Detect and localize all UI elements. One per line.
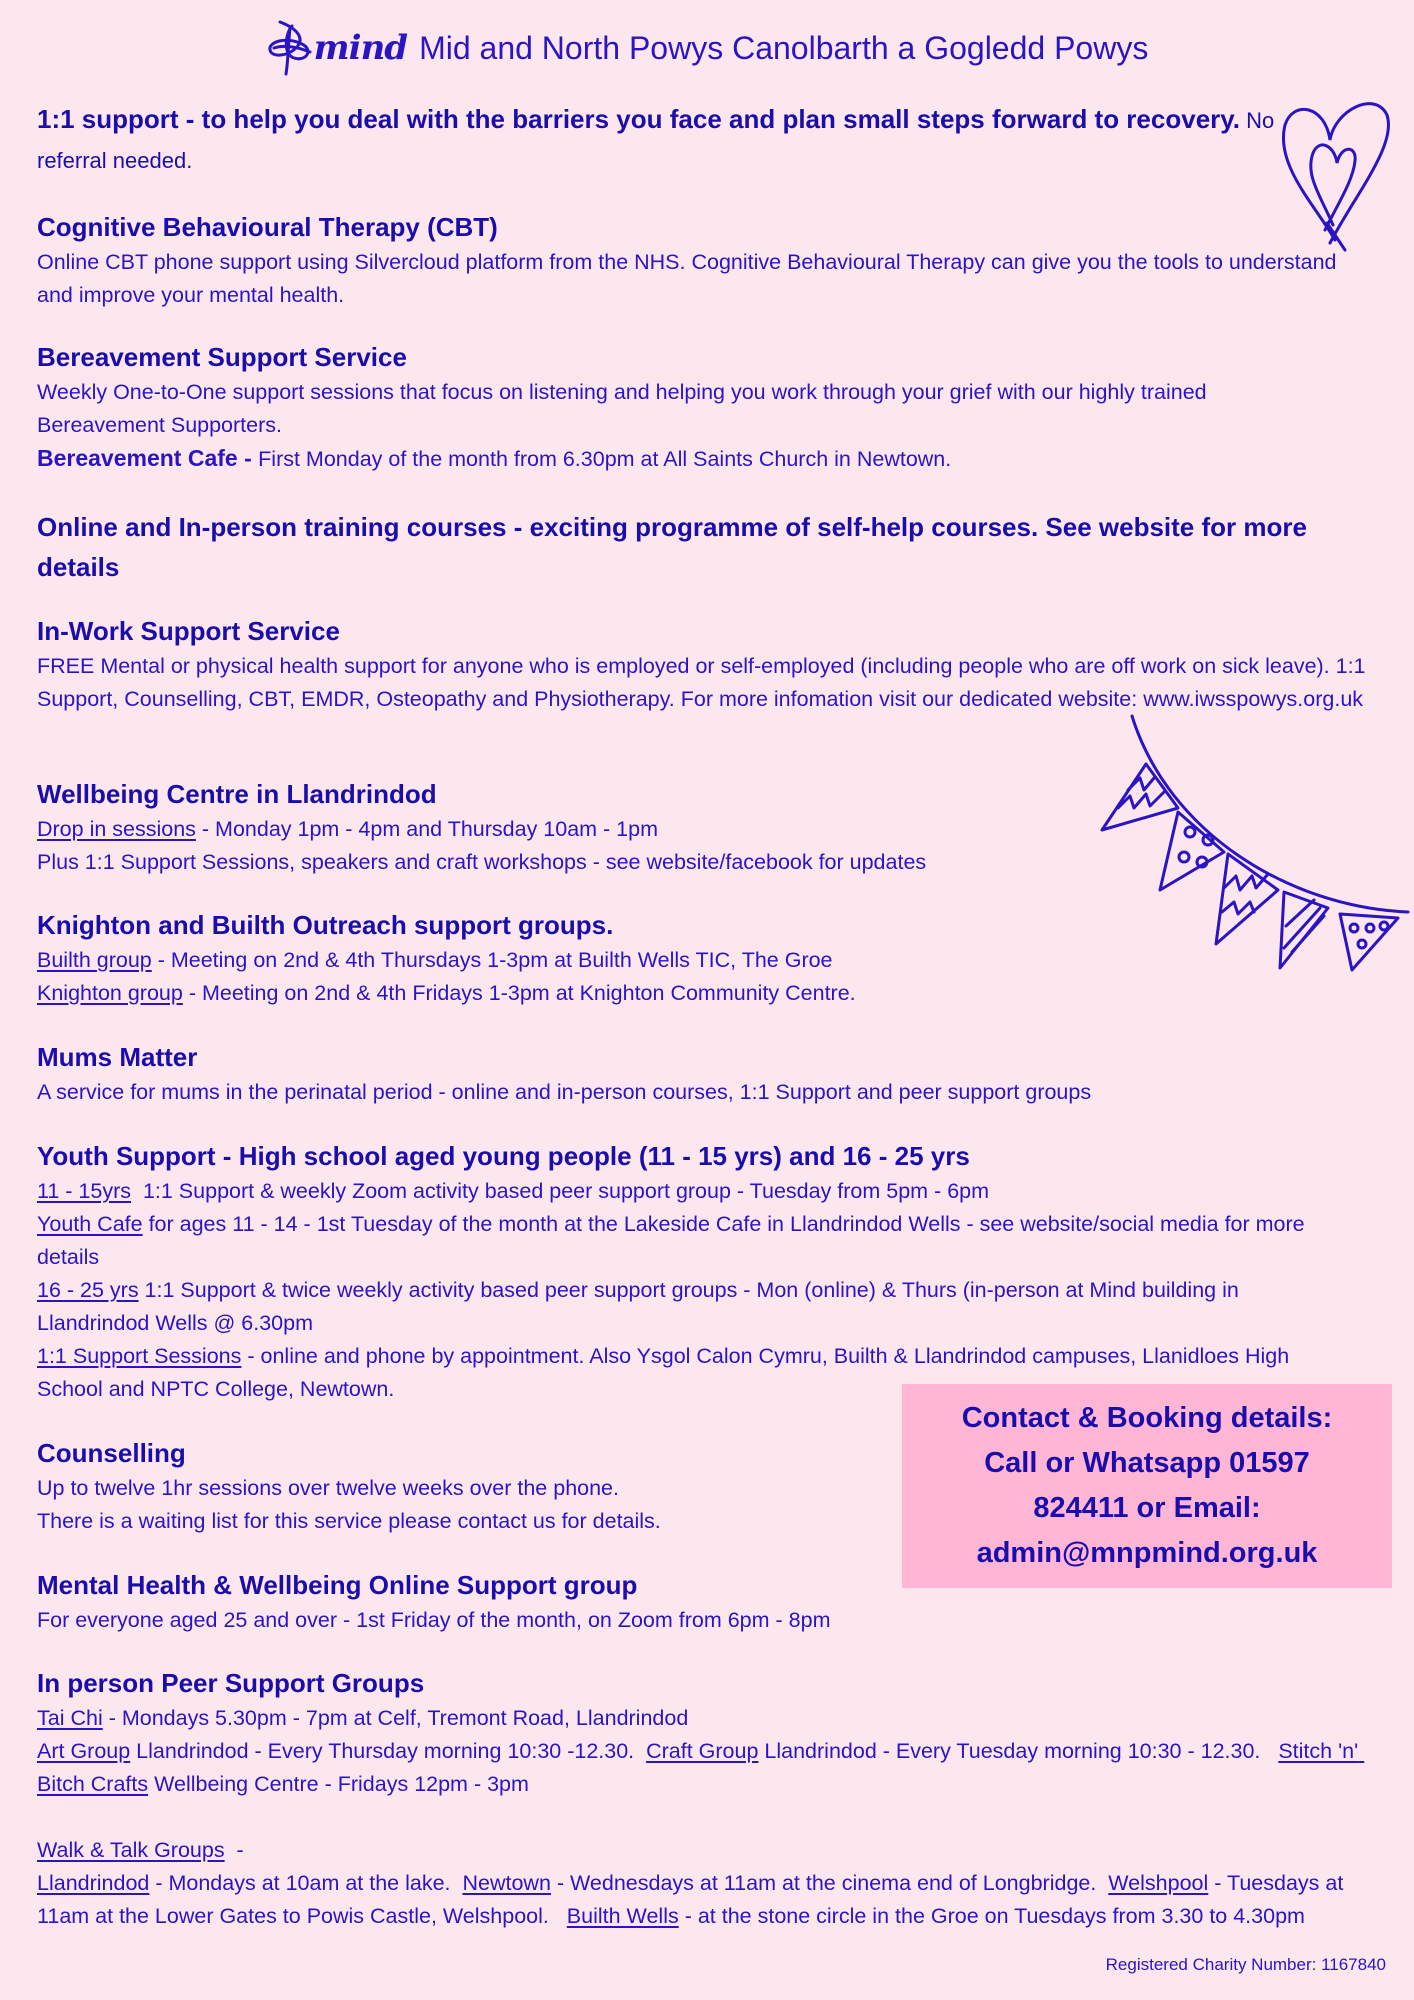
dropin-text: - Monday 1pm - 4pm and Thursday 10am - 1pm bbox=[195, 817, 658, 841]
walk-newtown-link[interactable]: Newtown bbox=[462, 1871, 551, 1895]
online-group-text: For everyone aged 25 and over - 1st Friday of the month, on Zoom from 6pm - 8pm bbox=[37, 1608, 831, 1632]
craft-group-link[interactable]: Craft Group bbox=[646, 1739, 759, 1763]
dropin-link[interactable]: Drop in sessions bbox=[37, 817, 196, 841]
knighton-group-link[interactable]: Knighton group bbox=[37, 981, 183, 1005]
youth-11-15-link[interactable]: 11 - 15yrs bbox=[37, 1179, 131, 1203]
training-heading: Online and In-person training courses - exciting programme of self-help courses. See website for more details bbox=[37, 512, 1307, 582]
walk-builth-text: - at the stone circle in the Groe on Tuesdays from 3.30 to 4.30pm bbox=[678, 1904, 1305, 1928]
contact-box bbox=[902, 1384, 1392, 1588]
art-group-text: Llandrindod - Every Thursday morning 10:30 -12.30. bbox=[130, 1739, 647, 1763]
online-group-heading: Mental Health & Wellbeing Online Support group bbox=[37, 1570, 638, 1600]
walk-section bbox=[37, 1834, 1382, 1933]
cbt-text: Online CBT phone support using Silvercloud platform from the NHS. Cognitive Behavioural Therapy can give you the tools to understand and improve your mental health. bbox=[37, 250, 1337, 307]
bereavement-text: Weekly One-to-One support sessions that focus on listening and helping you work through your grief with our highly trained Bereavement Supporters. bbox=[37, 380, 1207, 437]
peer-heading: In person Peer Support Groups bbox=[37, 1668, 425, 1698]
stitch-crafts-link[interactable]: Stitch 'n' Bitch Crafts bbox=[37, 1739, 1365, 1796]
mums-section bbox=[37, 1038, 1377, 1109]
mums-heading: Mums Matter bbox=[37, 1042, 198, 1072]
contact-line-1: Contact & Booking details: bbox=[961, 1402, 1333, 1434]
cbt-heading: Cognitive Behavioural Therapy (CBT) bbox=[37, 212, 498, 242]
outreach-heading: Knighton and Builth Outreach support groups. bbox=[37, 910, 614, 940]
bereavement-heading: Bereavement Support Service bbox=[37, 342, 407, 372]
youth-section bbox=[37, 1137, 1337, 1406]
walk-talk-link[interactable]: Walk & Talk Groups bbox=[37, 1838, 225, 1862]
youth-cafe-link[interactable]: Youth Cafe bbox=[37, 1212, 143, 1236]
builth-group-text: - Meeting on 2nd & 4th Thursdays 1-3pm at Builth Wells TIC, The Groe bbox=[151, 948, 833, 972]
intro-note: No referral needed. bbox=[37, 108, 1275, 173]
youth-11-15-text: 1:1 Support & weekly Zoom activity based peer support group - Tuesday from 5pm - 6pm bbox=[131, 1179, 990, 1203]
page-title: Mid and North Powys Canolbarth a Gogledd Powys bbox=[419, 29, 1149, 66]
walk-welshpool-text: - Tuesdays at 11am at the Lower Gates to Powis Castle, Welshpool. bbox=[37, 1871, 1350, 1928]
counselling-line2: There is a waiting list for this service please contact us for details. bbox=[37, 1509, 661, 1533]
youth-16-25-text: 1:1 Support & twice weekly activity based peer support groups - Mon (online) & Thurs (in-person at Mind building in Llandrindod Wells @ 6.30pm bbox=[37, 1278, 1239, 1335]
walk-builth-link[interactable]: Builth Wells bbox=[566, 1904, 679, 1928]
youth-sessions-link[interactable]: 1:1 Support Sessions bbox=[37, 1344, 242, 1368]
bereavement-cafe-text: First Monday of the month from 6.30pm at All Saints Church in Newtown. bbox=[258, 447, 952, 471]
walk-talk-suffix: - bbox=[224, 1838, 244, 1862]
taichi-link[interactable]: Tai Chi bbox=[37, 1706, 103, 1730]
wellbeing-section bbox=[37, 775, 1097, 879]
outreach-section bbox=[37, 906, 1097, 1010]
bunting-doodle-icon bbox=[1088, 712, 1414, 972]
mums-text: A service for mums in the perinatal period - online and in-person courses, 1:1 Support and peer support groups bbox=[37, 1080, 1092, 1104]
wellbeing-heading: Wellbeing Centre in Llandrindod bbox=[37, 779, 437, 809]
header bbox=[0, 18, 1414, 78]
builth-group-link[interactable]: Builth group bbox=[37, 948, 152, 972]
bereavement-section bbox=[37, 338, 1337, 476]
counselling-section bbox=[37, 1434, 887, 1538]
walk-llandrindod-text: - Mondays at 10am at the lake. bbox=[149, 1871, 463, 1895]
cbt-section bbox=[37, 208, 1337, 312]
mind-logo bbox=[266, 18, 407, 78]
intro-heading: 1:1 support - to help you deal with the barriers you face and plan small steps forward to recovery. bbox=[37, 104, 1241, 134]
contact-line-2: Call or Whatsapp 01597 bbox=[984, 1447, 1310, 1479]
bereavement-cafe-label: Bereavement Cafe - bbox=[37, 445, 259, 471]
walk-llandrindod-link[interactable]: Llandrindod bbox=[37, 1871, 150, 1895]
counselling-line1: Up to twelve 1hr sessions over twelve weeks over the phone. bbox=[37, 1476, 619, 1500]
counselling-heading: Counselling bbox=[37, 1438, 186, 1468]
art-group-link[interactable]: Art Group bbox=[37, 1739, 131, 1763]
walk-newtown-text: - Wednesdays at 11am at the cinema end of Longbridge. bbox=[550, 1871, 1109, 1895]
wellbeing-plus-text: Plus 1:1 Support Sessions, speakers and craft workshops - see website/facebook for updates bbox=[37, 850, 927, 874]
intro-section bbox=[37, 100, 1277, 180]
logo-wordmark: mind bbox=[313, 28, 408, 68]
peer-section bbox=[37, 1664, 1377, 1801]
inwork-section bbox=[37, 612, 1377, 716]
youth-cafe-text: for ages 11 - 14 - 1st Tuesday of the month at the Lakeside Cafe in Llandrindod Wells - see website/social media for more details bbox=[37, 1212, 1305, 1269]
youth-heading: Youth Support - High school aged young people (11 - 15 yrs) and 16 - 25 yrs bbox=[37, 1141, 970, 1171]
stitch-crafts-text: Wellbeing Centre - Fridays 12pm - 3pm bbox=[148, 1772, 529, 1796]
contact-email[interactable]: admin@mnpmind.org.uk bbox=[976, 1537, 1318, 1569]
taichi-text: - Mondays 5.30pm - 7pm at Celf, Tremont Road, Llandrindod bbox=[102, 1706, 689, 1730]
inwork-text: FREE Mental or physical health support for anyone who is employed or self-employed (including people who are off work on sick leave). 1:1 Support, Counselling, CBT, EMDR, Osteopathy and Physiotherapy. For more infomation visit our dedicated website: www.iwsspowys.org.uk bbox=[37, 654, 1366, 711]
mind-scribble-icon bbox=[266, 18, 318, 78]
charity-number: Registered Charity Number: 1167840 bbox=[1105, 1955, 1386, 1974]
youth-sessions-text: - online and phone by appointment. Also Ysgol Calon Cymru, Builth & Llandrindod campuses, Llanidloes High School and NPTC College, Newtown. bbox=[37, 1344, 1290, 1401]
knighton-group-text: - Meeting on 2nd & 4th Fridays 1-3pm at Knighton Community Centre. bbox=[182, 981, 856, 1005]
youth-16-25-link[interactable]: 16 - 25 yrs bbox=[37, 1278, 139, 1302]
inwork-heading: In-Work Support Service bbox=[37, 616, 340, 646]
contact-line-3: 824411 or Email: bbox=[1033, 1492, 1261, 1524]
walk-welshpool-link[interactable]: Welshpool bbox=[1108, 1871, 1209, 1895]
craft-group-text: Llandrindod - Every Tuesday morning 10:30 - 12.30. bbox=[758, 1739, 1279, 1763]
